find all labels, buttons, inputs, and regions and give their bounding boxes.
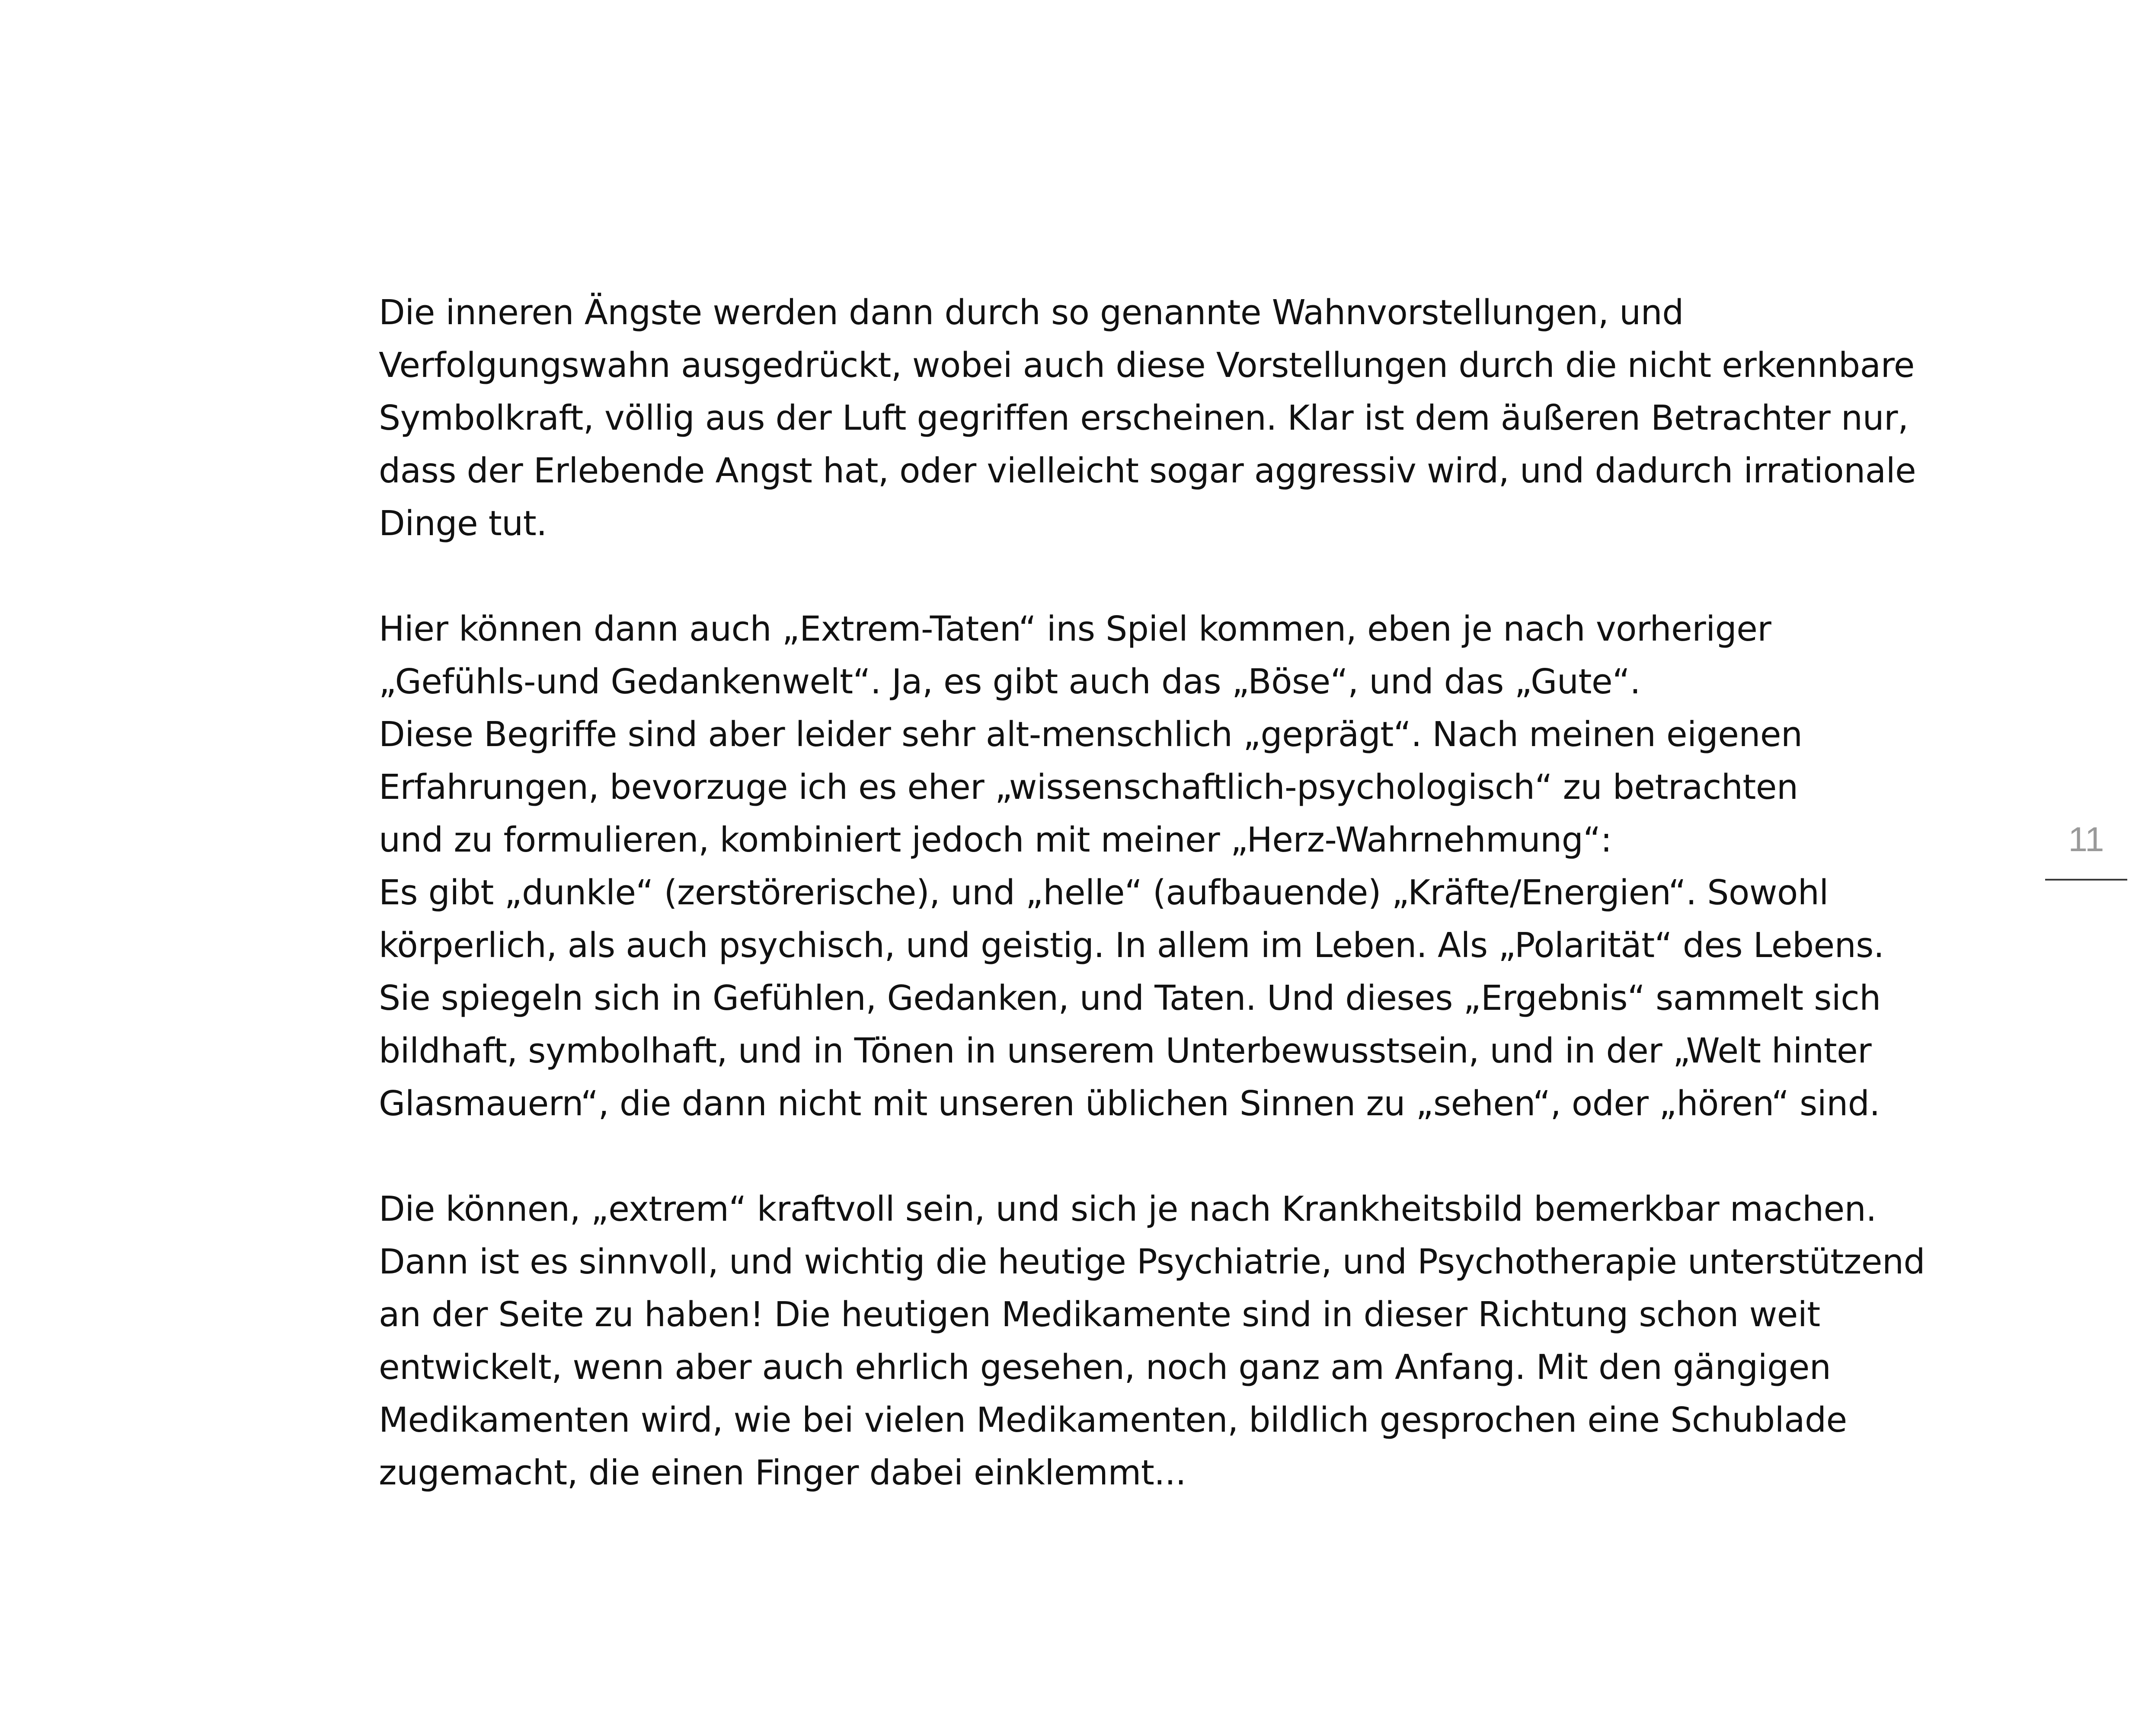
body-text [379,286,1979,1552]
text-line: Diese Begriffe sind aber leider sehr alt-menschlich „geprägt“. Nach meinen eigenen [379,715,1803,754]
page-number-divider [2045,879,2127,881]
text-line: zugemacht, die einen Finger dabei einklemmt... [379,1453,1186,1493]
text-line: Erfahrungen, bevorzuge ich es eher „wissenschaftlich-psychologisch“ zu betrachten [379,767,1798,807]
text-line: Verfolgungswahn ausgedrückt, wobei auch diese Vorstellungen durch die nicht erkennbare [379,345,1915,385]
page-number: 11 [2068,820,2104,858]
paragraph-2 [379,603,1979,1130]
text-line: Hier können dann auch „Extrem-Taten“ ins Spiel kommen, eben je nach vorheriger [379,609,1771,649]
text-line: Symbolkraft, völlig aus der Luft gegriffen erscheinen. Klar ist dem äußeren Betrachter nur, [379,398,1908,438]
text-line: „Gefühls-und Gedankenwelt“. Ja, es gibt auch das „Böse“, und das „Gute“. [379,662,1641,702]
text-line: Es gibt „dunkle“ (zerstörerische), und „helle“ (aufbauende) „Kräfte/Energien“. Sowohl [379,873,1829,913]
text-line: Sie spiegeln sich in Gefühlen, Gedanken, und Taten. Und dieses „Ergebnis“ sammelt sich [379,978,1881,1018]
text-line: entwickelt, wenn aber auch ehrlich gesehen, noch ganz am Anfang. Mit den gängigen [379,1347,1831,1387]
text-line: an der Seite zu haben! Die heutigen Medikamente sind in dieser Richtung schon weit [379,1295,1820,1334]
text-line: Glasmauern“, die dann nicht mit unseren üblichen Sinnen zu „sehen“, oder „hören“ sind. [379,1084,1880,1123]
paragraph-1 [379,286,1979,550]
paragraph-3 [379,1183,1979,1499]
text-line: Die inneren Ängste werden dann durch so genannte Wahnvorstellungen, und [379,293,1684,332]
text-line: Medikamenten wird, wie bei vielen Medikamenten, bildlich gesprochen eine Schublade [379,1400,1847,1440]
text-line: Die können, „extrem“ kraftvoll sein, und sich je nach Krankheitsbild bemerkbar machen. [379,1189,1876,1229]
text-line: bildhaft, symbolhaft, und in Tönen in unserem Unterbewusstsein, und in der „Welt hinter [379,1031,1872,1071]
text-line: körperlich, als auch psychisch, und geistig. In allem im Leben. Als „Polarität“ des Lebens. [379,925,1884,965]
text-line: Dinge tut. [379,504,547,543]
text-line: dass der Erlebende Angst hat, oder vielleicht sogar aggressiv wird, und dadurch irrationale [379,451,1916,491]
text-line: Dann ist es sinnvoll, und wichtig die heutige Psychiatrie, und Psychotherapie unterstützend [379,1242,1925,1282]
text-line: und zu formulieren, kombiniert jedoch mit meiner „Herz-Wahrnehmung“: [379,820,1612,860]
